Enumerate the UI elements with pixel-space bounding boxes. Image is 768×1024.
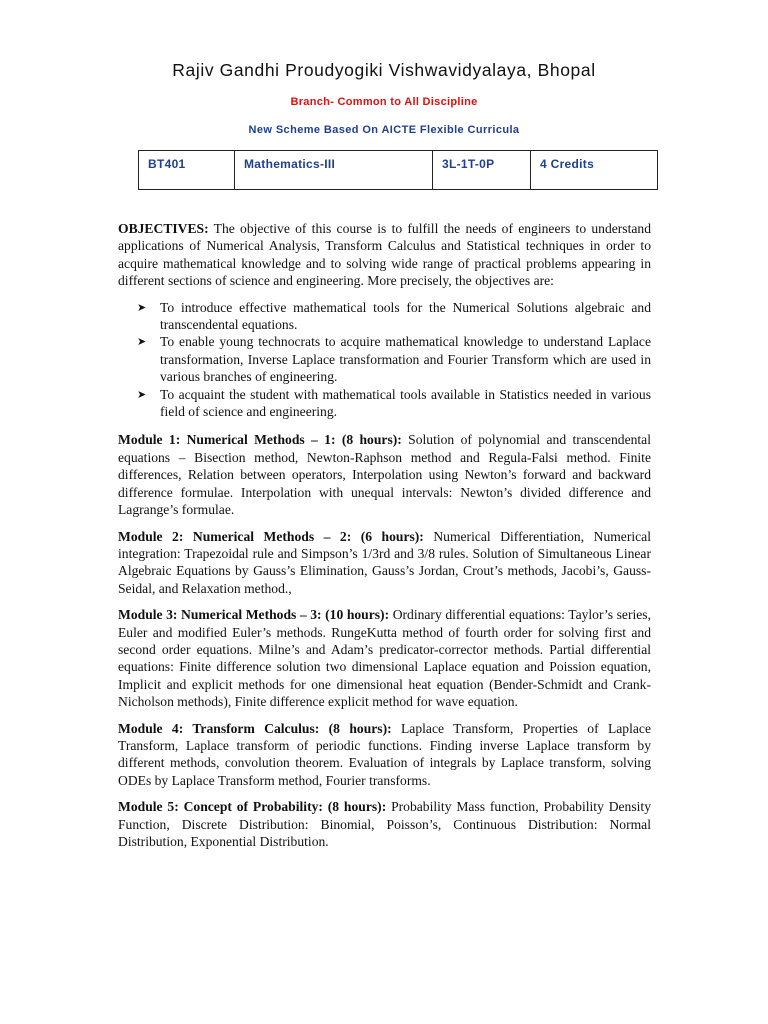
objectives-paragraph [118,220,651,290]
module-text: Probability Mass function, Probability Density Function, Discrete Distribution: Binomial, Poisson’s, Continuous Distribution: Normal Distribution, Exponential Distribution. [118,799,651,849]
branch-subtitle: Branch- Common to All Discipline [290,96,478,108]
module-text: Ordinary differential equations: Taylor’s series, Euler and modified Euler’s methods. RungeKutta method of fourth order for solving first and second order equations. Milne’s and Adam’s predicator-corrector methods. Partial differential equations: Finite difference solution two dimensional Laplace equation and Poission equation, Implicit and explicit methods for one dimensional heat equation (Bender-Schmidt and Crank-Nicholson methods), Finite difference explicit method for wave equation. [118,607,651,710]
arrow-bullet-icon: ➤ [137,300,147,314]
objectives-intro: The objective of this course is to fulfill the needs of engineers to understand applications of Numerical Analysis, Transform Calculus and Statistical techniques in order to acquire mathematical knowledge and to solving wide range of practical problems appearing in different sections of science and engineering. More precisely, the objectives are: [118,221,651,289]
module-5-paragraph [118,798,651,850]
university-title: Rajiv Gandhi Proudyogiki Vishwavidyalaya, Bhopal [172,60,596,80]
module-text: Laplace Transform, Properties of Laplace Transform, Laplace transform of periodic functions. Finding inverse Laplace transform by different methods, convolution theorem. Evaluation of integrals by Laplace transform, solving ODEs by Laplace Transform method, Fourier transforms. [118,720,651,788]
course-code: BT401 [139,151,235,190]
course-info-row [139,151,658,190]
syllabus-body [118,220,651,859]
arrow-bullet-icon: ➤ [137,387,147,401]
module-heading: Module 4: Transform Calculus: (8 hours): [118,720,392,736]
objectives-heading: OBJECTIVES: [118,221,209,236]
module-heading: Module 5: Concept of Probability: (8 hours): [118,799,387,815]
objectives-list [118,299,651,421]
course-name: Mathematics-III [235,151,433,190]
module-heading: Module 2: Numerical Methods – 2: (6 hours): [118,528,424,544]
module-2-paragraph [118,528,651,598]
arrow-bullet-icon: ➤ [137,335,147,349]
course-credits: 4 Credits [531,151,658,190]
objective-text: To enable young technocrats to acquire mathematical knowledge to understand Laplace transformation, Inverse Laplace transformation and Fourier Transform which are used in various branches of engineering. [160,334,651,385]
objective-item [118,386,651,421]
module-4-paragraph [118,720,651,790]
objective-item [118,333,651,385]
module-text: Numerical Differentiation, Numerical integration: Trapezoidal rule and Simpson’s 1/3rd and 3/8 rules. Solution of Simultaneous Linear Algebraic Equations by Gauss’s Elimination, Gauss’s Jordan, Crout’s methods, Jacobi’s, Gauss-Seidal, and Relaxation method., [118,528,651,596]
module-3-paragraph [118,606,651,710]
objective-item [118,299,651,334]
objective-text: To acquaint the student with mathematical tools available in Statistics needed in various field of science and engineering. [160,386,651,420]
module-1-paragraph [118,431,651,518]
course-ltp: 3L-1T-0P [433,151,531,190]
objective-text: To introduce effective mathematical tools for the Numerical Solutions algebraic and transcendental equations. [160,299,651,333]
module-text: Solution of polynomial and transcendental equations – Bisection method, Newton-Raphson method and Regula-Falsi method. Finite differences, Relation between operators, Interpolation using Newton’s forward and backward difference formulae. Interpolation with unequal intervals: Newton’s divided difference and Lagrange’s formulae. [118,432,651,518]
module-heading: Module 1: Numerical Methods – 1: (8 hours): [118,432,402,448]
module-heading: Module 3: Numerical Methods – 3: (10 hours): [118,607,390,623]
course-info-table [138,150,658,190]
scheme-subtitle: New Scheme Based On AICTE Flexible Curricula [248,124,520,136]
